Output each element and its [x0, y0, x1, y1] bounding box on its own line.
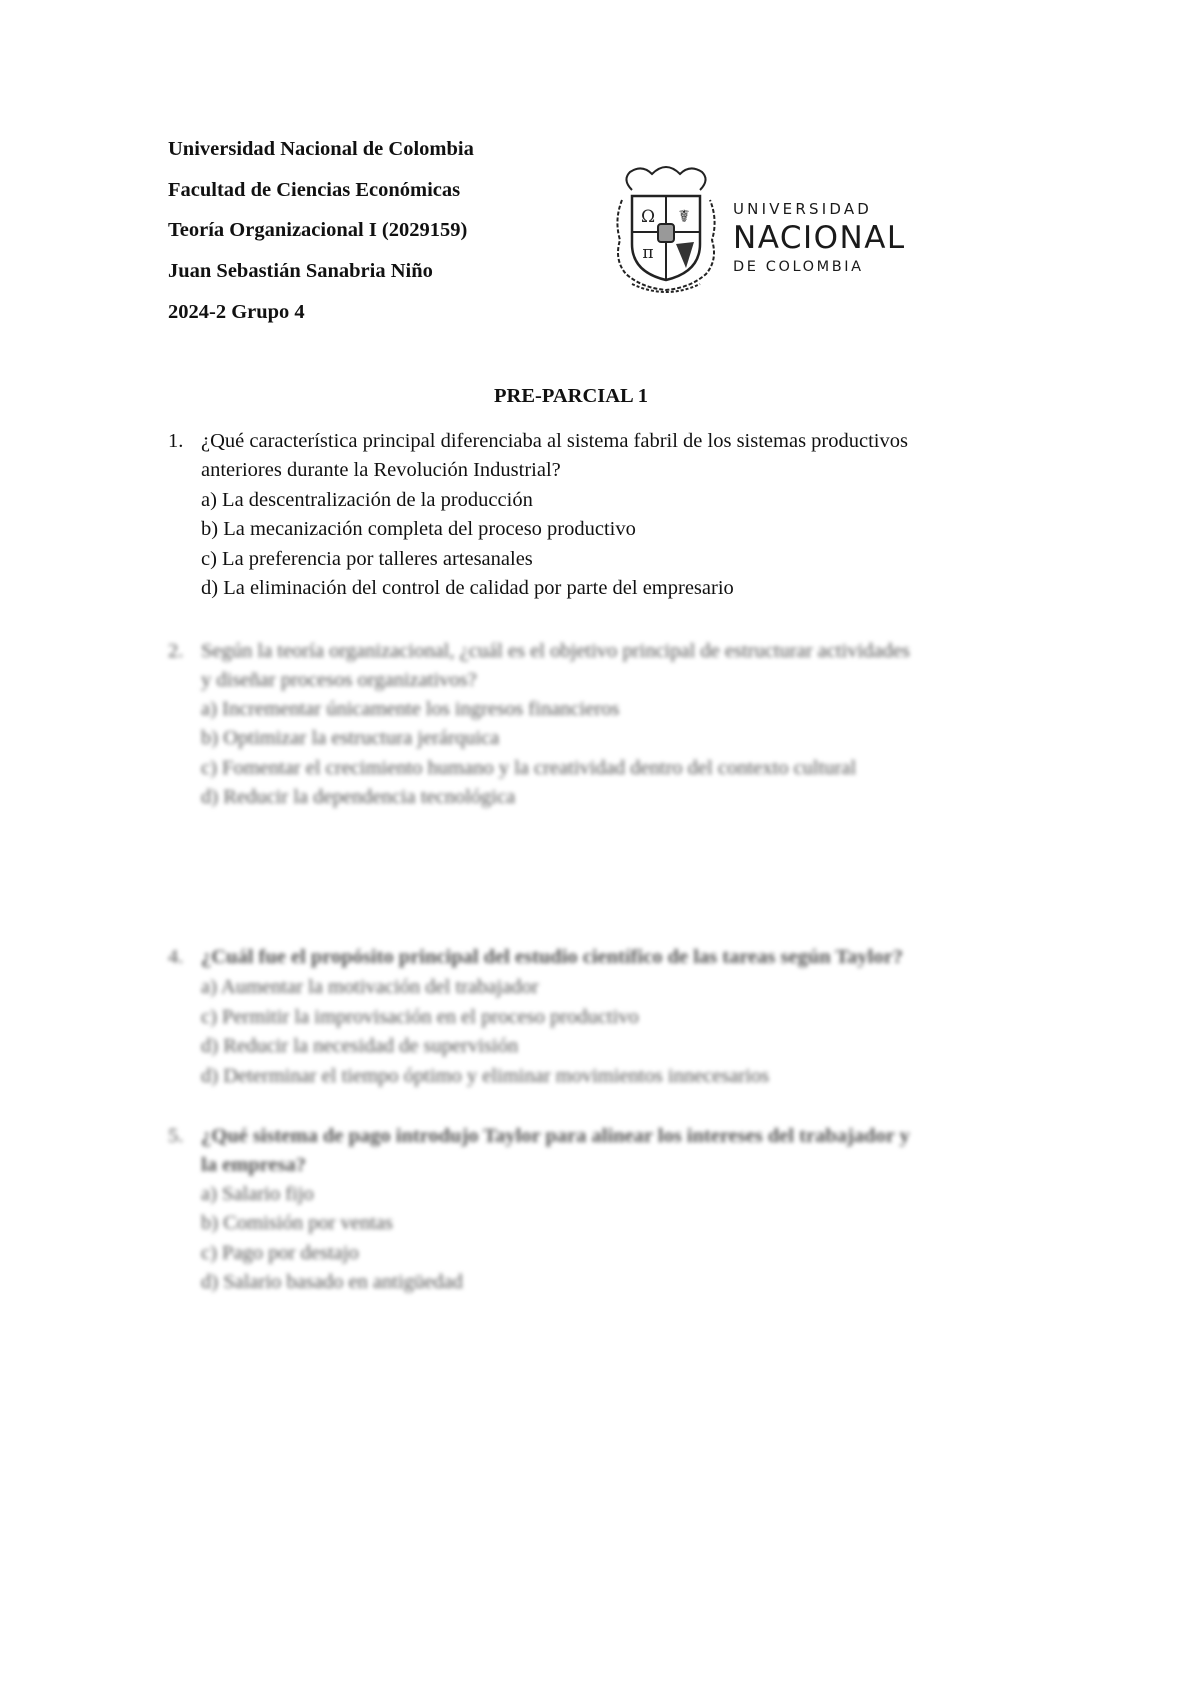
option-c: c) Permitir la improvisación en el proceso productivo	[201, 1006, 639, 1028]
question-number: 4.	[168, 946, 184, 968]
option-d: d) Salario basado en antigüedad	[201, 1271, 463, 1293]
option-a: a) La descentralización de la producción	[201, 489, 533, 511]
question-text: la empresa?	[201, 1154, 306, 1176]
question-number: 1.	[168, 430, 184, 452]
option-b: b) Comisión por ventas	[201, 1212, 393, 1234]
university-name: Universidad Nacional de Colombia	[168, 138, 474, 160]
option-d: d) Reducir la dependencia tecnológica	[201, 786, 516, 808]
logo-text-de-colombia: DE COLOMBIA	[733, 259, 864, 275]
question-number: 5.	[168, 1125, 184, 1147]
option-a: a) Incrementar únicamente los ingresos financieros	[201, 698, 620, 720]
svg-text:Ω: Ω	[640, 207, 656, 227]
option-a: a) Aumentar la motivación del trabajador	[201, 976, 539, 998]
page-title: PRE-PARCIAL 1	[494, 385, 648, 407]
faculty-name: Facultad de Ciencias Económicas	[168, 179, 461, 201]
svg-text:π: π	[642, 243, 654, 263]
option-c: c) La preferencia por talleres artesanales	[201, 548, 533, 570]
logo-text-universidad: UNIVERSIDAD	[733, 200, 873, 218]
option-c: c) Pago por destajo	[201, 1242, 359, 1264]
university-crest-icon	[612, 160, 720, 298]
svg-text:☤: ☤	[678, 207, 690, 227]
question-text: anteriores durante la Revolución Industrial?	[201, 459, 561, 481]
option-a: a) Salario fijo	[201, 1183, 314, 1205]
option-d: d) Reducir la necesidad de supervisión	[201, 1035, 519, 1057]
question-text: ¿Cuál fue el propósito principal del estudio científico de las tareas según Taylor?	[201, 946, 903, 968]
question-text: ¿Qué característica principal diferenciaba al sistema fabril de los sistemas productivos	[201, 430, 908, 452]
student-name: Juan Sebastián Sanabria Niño	[168, 260, 433, 282]
term-group: 2024-2 Grupo 4	[168, 301, 305, 323]
question-number: 2.	[168, 640, 184, 662]
logo-text-nacional: NACIONAL	[733, 220, 906, 256]
option-d: d) Determinar el tiempo óptimo y eliminar movimientos innecesarios	[201, 1065, 770, 1087]
course-name: Teoría Organizacional I (2029159)	[168, 219, 468, 241]
option-c: c) Fomentar el crecimiento humano y la creatividad dentro del contexto cultural	[201, 757, 857, 779]
option-b: b) Optimizar la estructura jerárquica	[201, 727, 500, 749]
option-b: b) La mecanización completa del proceso productivo	[201, 518, 636, 540]
option-d: d) La eliminación del control de calidad por parte del empresario	[201, 577, 734, 599]
question-text: Según la teoría organizacional, ¿cuál es el objetivo principal de estructurar actividades	[201, 640, 910, 662]
question-text: ¿Qué sistema de pago introdujo Taylor para alinear los intereses del trabajador y	[201, 1125, 910, 1147]
question-text: y diseñar procesos organizativos?	[201, 669, 477, 691]
